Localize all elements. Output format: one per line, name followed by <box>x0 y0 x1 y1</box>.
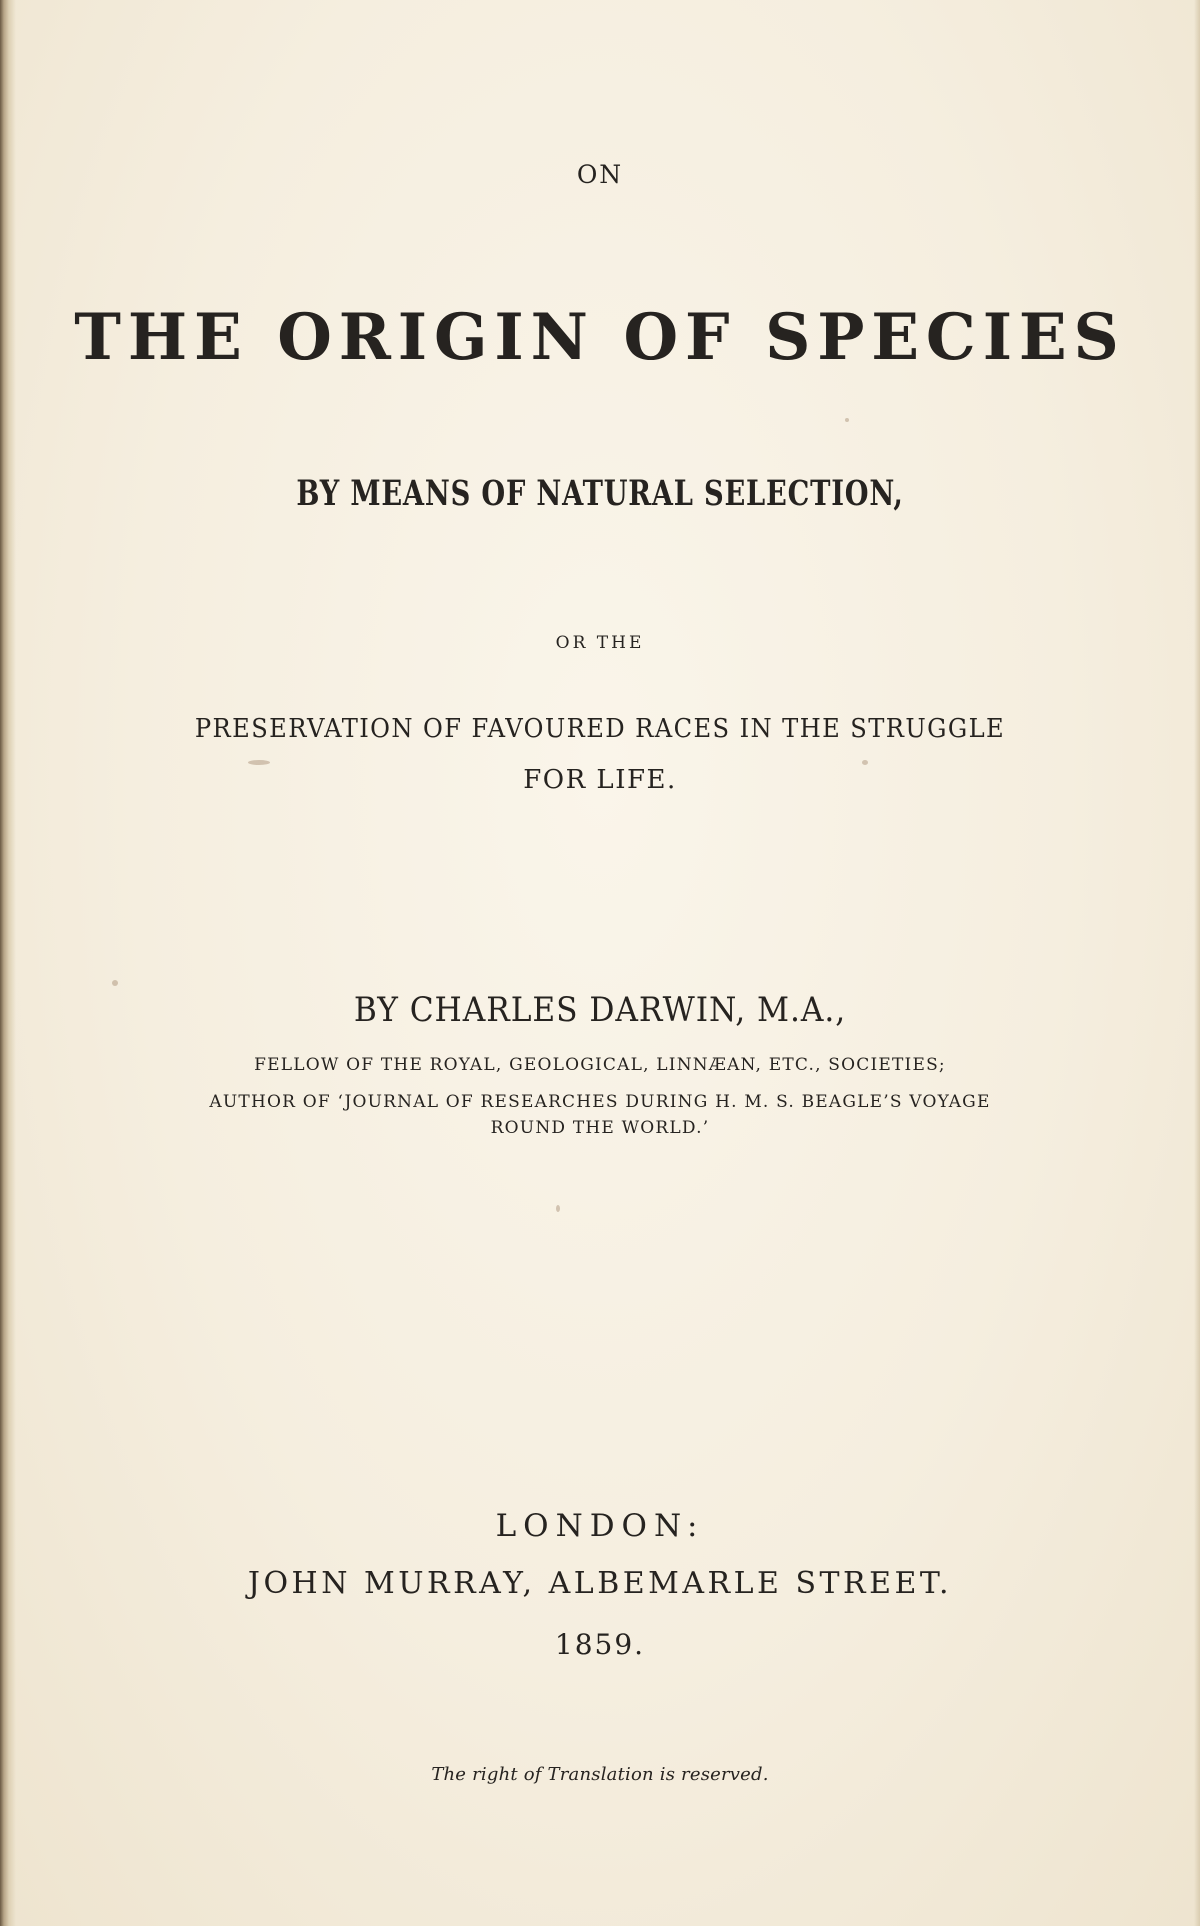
author-line: BY CHARLES DARWIN, M.A., <box>353 990 847 1030</box>
author-credentials-line-3: ROUND THE WORLD.’ <box>490 1118 710 1138</box>
title-prefix: ON <box>576 160 624 189</box>
publication-year: 1859. <box>554 1628 646 1661</box>
book-title: THE ORIGIN OF SPECIES <box>74 300 1126 375</box>
foxing-spot <box>845 418 849 422</box>
author-credentials-line-2: AUTHOR OF ‘JOURNAL OF RESEARCHES DURING H. M. S. BEAGLE’S VOYAGE <box>209 1092 991 1112</box>
foxing-spot <box>556 1205 560 1212</box>
book-subtitle: BY MEANS OF NATURAL SELECTION, <box>296 473 904 514</box>
foxing-spot <box>112 980 118 986</box>
publisher: JOHN MURRAY, ALBEMARLE STREET. <box>247 1566 953 1601</box>
rights-notice: The right of Translation is reserved. <box>431 1764 769 1785</box>
alternate-title-line-1: PRESERVATION OF FAVOURED RACES IN THE STRUGGLE <box>194 714 1006 744</box>
alternate-title-connector: OR THE <box>555 633 645 653</box>
alternate-title-line-2: FOR LIFE. <box>523 765 677 795</box>
publication-place: LONDON: <box>495 1508 705 1544</box>
author-credentials-line-1: FELLOW OF THE ROYAL, GEOLOGICAL, LINNÆAN, ETC., SOCIETIES; <box>254 1055 946 1075</box>
